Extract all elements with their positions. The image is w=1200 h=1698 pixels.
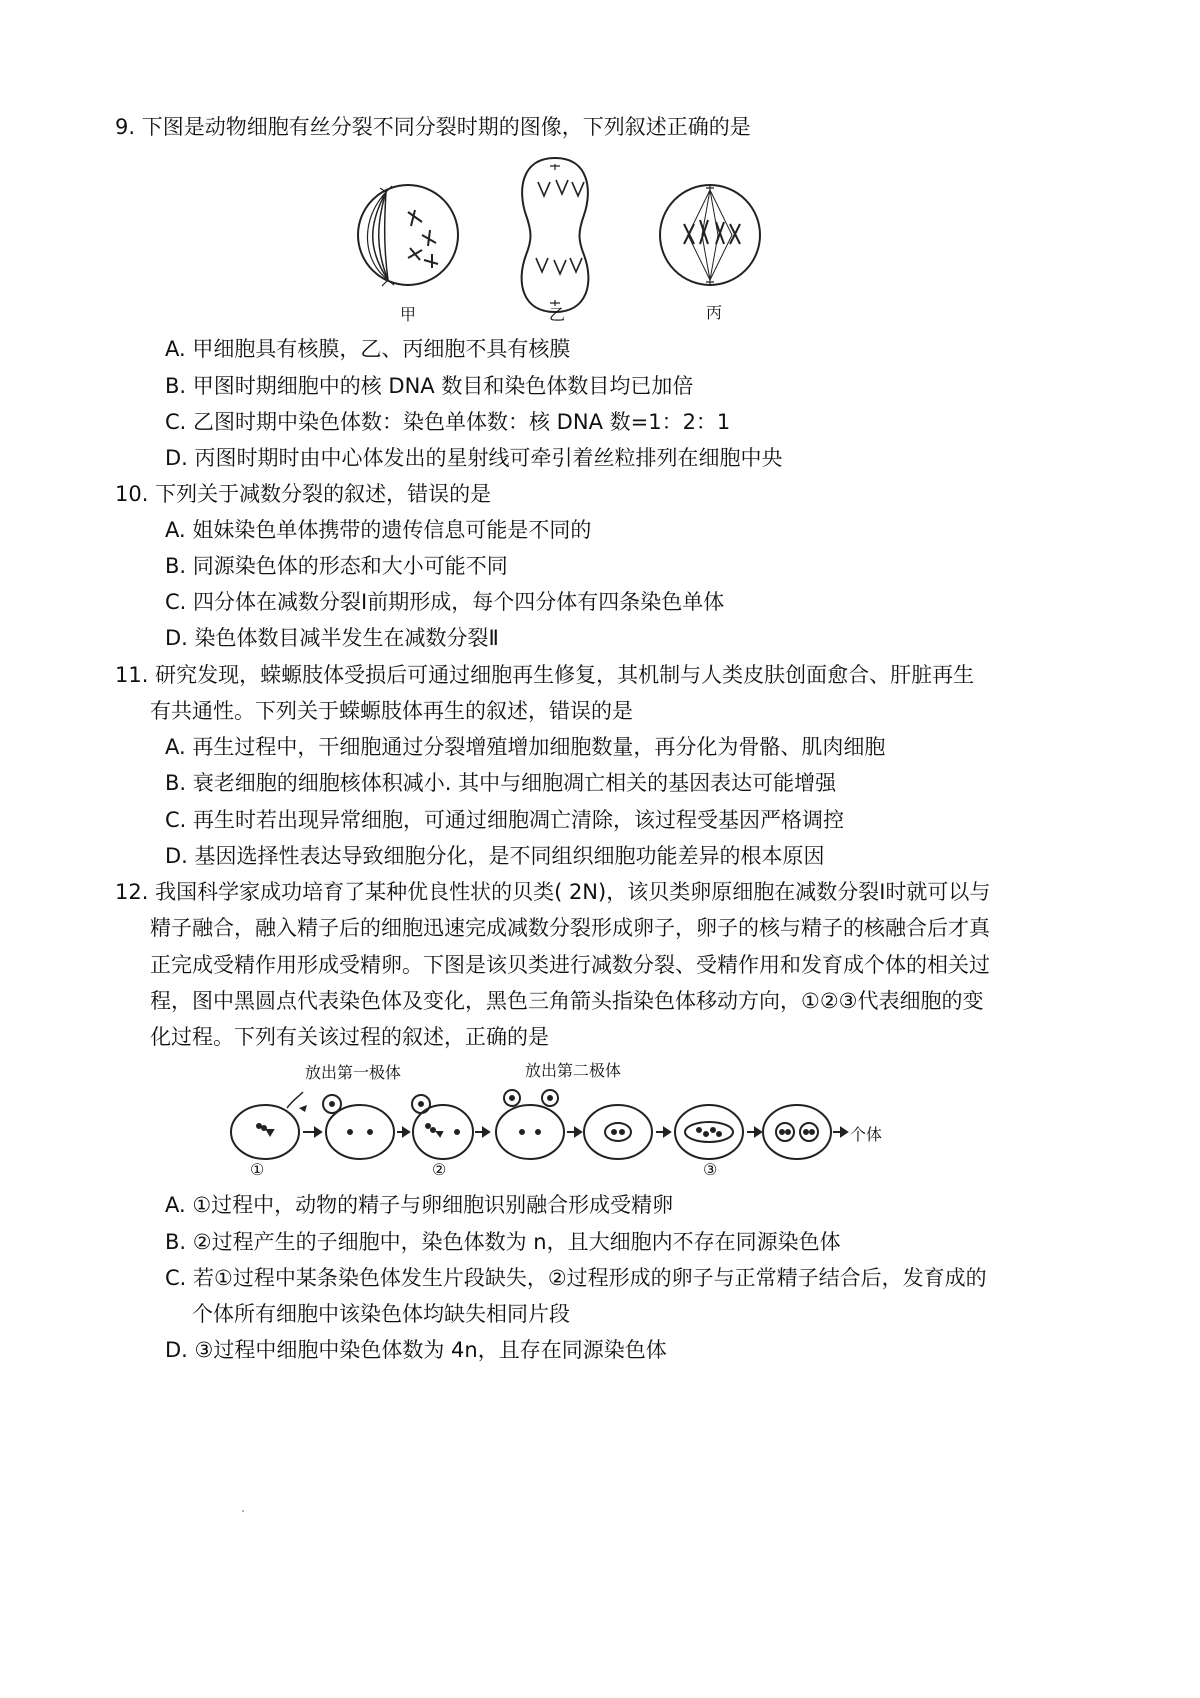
q12-stem-line4: 程，图中黑圆点代表染色体及变化，黑色三角箭头指染色体移动方向，①②③代表细胞的变	[150, 989, 984, 1013]
label-second-polar-body: 放出第二极体	[525, 1061, 622, 1080]
q9-stem: 9. 下图是动物细胞有丝分裂不同分裂时期的图像，下列叙述正确的是	[115, 115, 751, 139]
q11-option-a: A. 再生过程中，干细胞通过分裂增殖增加细胞数量，再分化为骨骼、肌肉细胞	[165, 735, 886, 759]
label-step-1: ①	[250, 1160, 265, 1179]
q9-option-b: B. 甲图时期细胞中的核 DNA 数目和染色体数目均已加倍	[165, 374, 694, 398]
q12-option-d: D. ③过程中细胞中染色体数为 4n，且存在同源染色体	[165, 1338, 667, 1362]
q10-option-b: B. 同源染色体的形态和大小可能不同	[165, 554, 508, 578]
q11-stem-line1: 11. 研究发现，蝾螈肢体受损后可通过细胞再生修复，其机制与人类皮肤创面愈合、肝脏再生	[115, 663, 975, 687]
q11-option-c: C. 再生时若出现异常细胞，可通过细胞凋亡清除，该过程受基因严格调控	[165, 808, 845, 832]
q12-stem-line3: 正完成受精作用形成受精卵。下图是该贝类进行减数分裂、受精作用和发育成个体的相关过	[150, 953, 990, 977]
label-bing: 丙	[706, 303, 723, 322]
q11-stem-line2: 有共通性。下列关于蝾螈肢体再生的叙述，错误的是	[150, 699, 633, 723]
q12-option-a: A. ①过程中，动物的精子与卵细胞识别融合形成受精卵	[165, 1193, 674, 1217]
label-jia: 甲	[400, 305, 417, 324]
q11-option-b: B. 衰老细胞的细胞核体积减小. 其中与细胞凋亡相关的基因表达可能增强	[165, 771, 837, 795]
scan-speck	[242, 1510, 244, 1512]
q9-option-d: D. 丙图时期时由中心体发出的星射线可牵引着丝粒排列在细胞中央	[165, 446, 783, 470]
q10-option-a: A. 姐妹染色单体携带的遗传信息可能是不同的	[165, 518, 592, 542]
q9-option-a: A. 甲细胞具有核膜，乙、丙细胞不具有核膜	[165, 337, 571, 361]
q12-option-b: B. ②过程产生的子细胞中，染色体数为 n，且大细胞内不存在同源染色体	[165, 1230, 841, 1254]
label-first-polar-body: 放出第一极体	[305, 1063, 402, 1082]
q12-option-c-line1: C. 若①过程中某条染色体发生片段缺失，②过程形成的卵子与正常精子结合后，发育成的	[165, 1266, 987, 1290]
q12-stem-line1: 12. 我国科学家成功培育了某种优良性状的贝类( 2N)，该贝类卵原细胞在减数分裂Ⅰ时就可以与	[115, 880, 991, 904]
label-individual: 个体	[850, 1125, 883, 1144]
q10-option-c: C. 四分体在减数分裂Ⅰ前期形成，每个四分体有四条染色单体	[165, 590, 725, 614]
cell-bing	[660, 184, 760, 286]
q12-stem-line2: 精子融合，融入精子后的细胞迅速完成减数分裂形成卵子，卵子的核与精子的核融合后才真	[150, 916, 990, 940]
label-step-3: ③	[703, 1160, 718, 1179]
q10-stem: 10. 下列关于减数分裂的叙述，错误的是	[115, 482, 492, 506]
cell-yi	[522, 158, 589, 312]
label-step-2: ②	[432, 1160, 447, 1179]
q12-option-c-line2: 个体所有细胞中该染色体均缺失相同片段	[192, 1302, 570, 1326]
q12-stem-line5: 化过程。下列有关该过程的叙述，正确的是	[150, 1025, 549, 1049]
label-yi: 乙	[549, 305, 566, 324]
q9-option-c: C. 乙图时期中染色体数：染色单体数：核 DNA 数=1：2：1	[165, 410, 731, 434]
q11-option-d: D. 基因选择性表达导致细胞分化，是不同组织细胞功能差异的根本原因	[165, 844, 825, 868]
cell-jia	[358, 185, 458, 286]
q10-option-d: D. 染色体数目减半发生在减数分裂Ⅱ	[165, 626, 499, 650]
